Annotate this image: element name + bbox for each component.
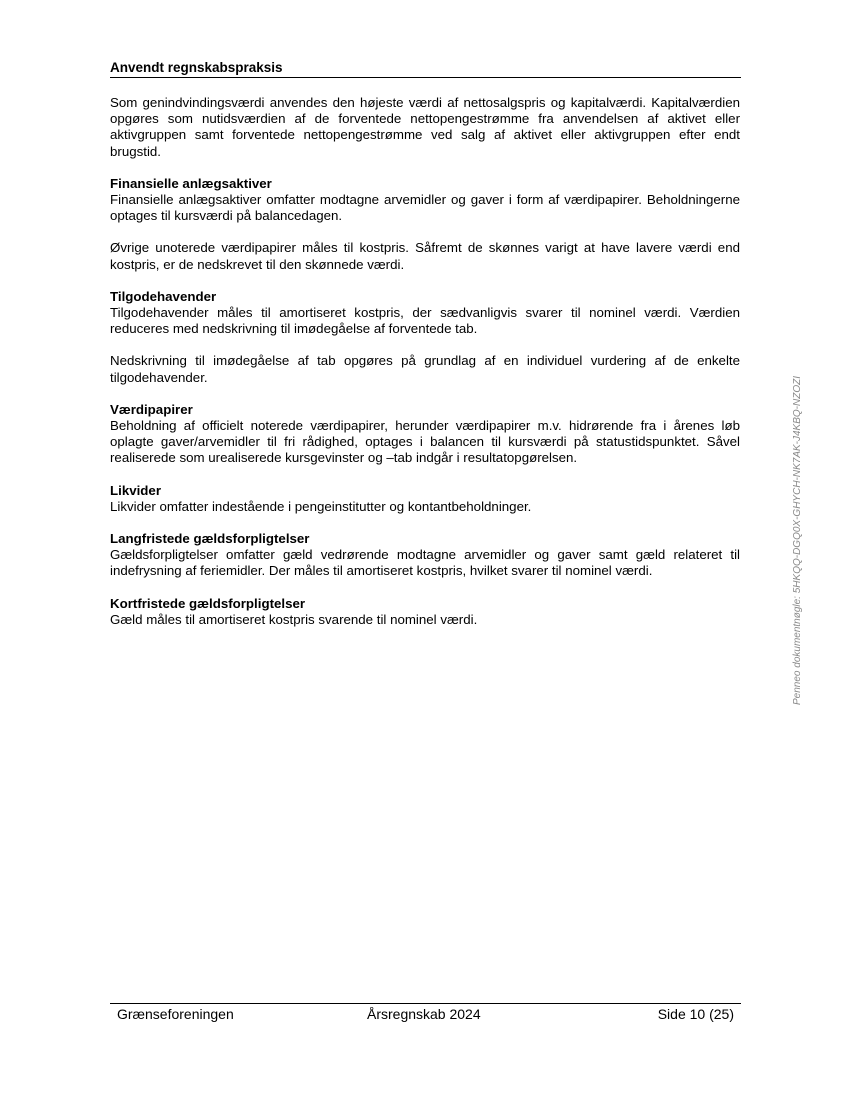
section-langfristede-gaeldsforpligtelser [110,531,740,580]
intro-section [110,95,740,160]
paragraph: Øvrige unoterede værdipapirer måles til kostpris. Såfremt de skønnes varigt at have lavere værdi end kostpris, er de nedskrevet til den skønnede værdi. [110,240,740,272]
paragraph: Gældsforpligtelser omfatter gæld vedrørende modtagne arvemidler og gaver samt gæld relateret til indefrysning af feriemidler. Der måles til amortiseret kostpris, hvilket svarer til nominel værdi. [110,547,740,579]
section-tilgodehavender-continued [110,353,740,385]
section-finansielle-continued [110,240,740,272]
penneo-document-key-watermark: Penneo dokumentnøgle: 5HKQQ-DGQ0X-GHYCH-NK7AK-J4KBQ-NZOZI [792,376,803,705]
section-heading: Værdipapirer [110,401,193,417]
paragraph: Tilgodehavender måles til amortiseret kostpris, der sædvanligvis svarer til nominel værdi. Værdien reduceres med nedskrivning til imødegåelse af forventede tab. [110,305,740,337]
page-content [110,95,740,644]
page-footer [110,1003,741,1022]
section-tilgodehavender [110,289,740,338]
paragraph: Nedskrivning til imødegåelse af tab opgøres på grundlag af en individuel vurdering af de enkelte tilgodehavender. [110,353,740,385]
section-heading: Kortfristede gældsforpligtelser [110,595,306,611]
section-heading: Tilgodehavender [110,288,217,304]
intro-paragraph: Som genindvindingsværdi anvendes den højeste værdi af nettosalgspris og kapitalværdi. Kapitalværdien opgøres som nutidsværdien af de forventede nettopengestrømme fra anvendelsen af aktivet eller aktivgruppen samt forventede nettopengestrømme ved salg af aktivet eller aktivgruppen efter endt brugstid. [110,95,740,159]
page-header [110,60,741,78]
section-heading: Finansielle anlægsaktiver [110,175,272,191]
footer-page-number: Side 10 (25) [657,1006,734,1022]
paragraph: Gæld måles til amortiseret kostpris svarende til nominel værdi. [110,611,478,627]
section-kortfristede-gaeldsforpligtelser [110,596,740,628]
section-vaerdipapirer [110,402,740,467]
paragraph: Finansielle anlægsaktiver omfatter modtagne arvemidler og gaver i form af værdipapirer. Beholdningerne optages til kursværdi på balancedagen. [110,192,740,224]
section-likvider [110,483,740,515]
paragraph: Beholdning af officielt noterede værdipapirer, herunder værdipapirer m.v. hidrørende fra i årenes løb oplagte gaver/arvemidler til fri rådighed, optages i balancen til kursværdi på statustidspunktet. Såvel realiserede som urealiserede kursgevinster og –tab indgår i resultatopgørelsen. [110,418,740,466]
paragraph: Likvider omfatter indestående i pengeinstitutter og kontantbeholdninger. [110,498,532,514]
section-heading: Likvider [110,482,161,498]
section-finansielle-anlaegsaktiver [110,176,740,225]
page-title: Anvendt regnskabspraksis [110,60,283,75]
section-heading: Langfristede gældsforpligtelser [110,531,310,547]
footer-organization: Grænseforeningen [117,1006,234,1022]
footer-report-title: Årsregnskab 2024 [367,1006,481,1022]
